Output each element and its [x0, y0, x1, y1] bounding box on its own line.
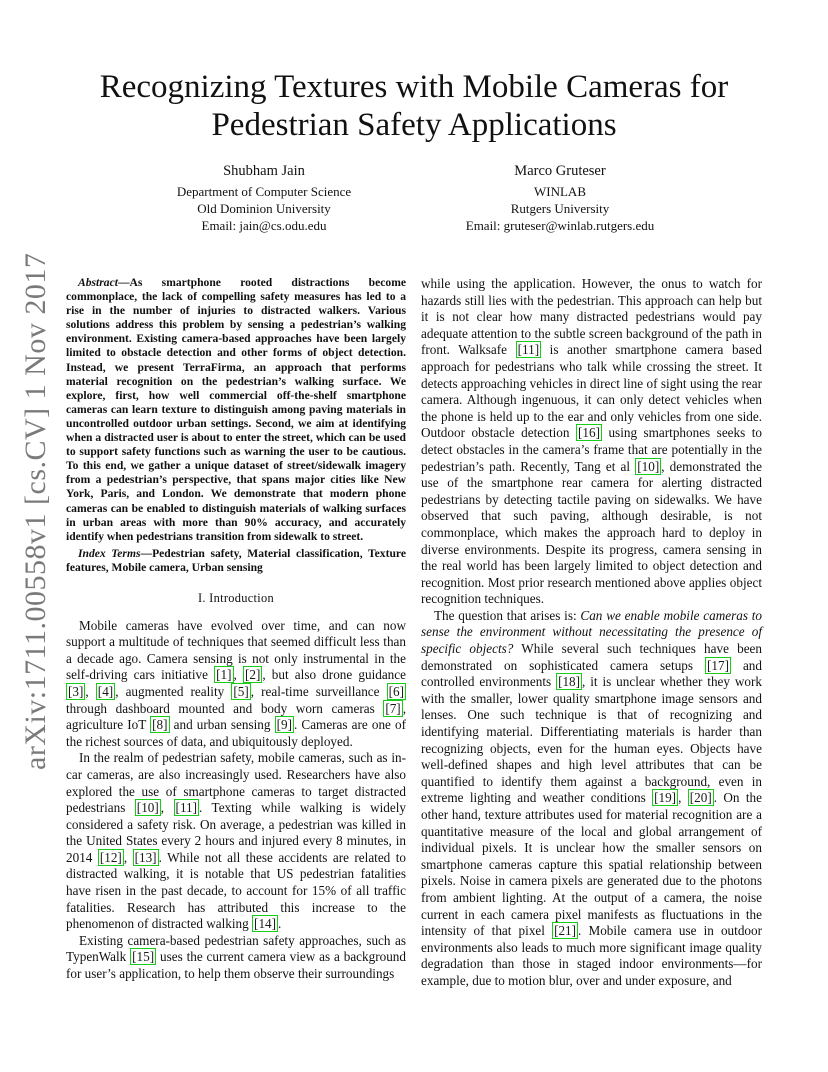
citation-link[interactable]: [3] — [68, 683, 84, 699]
citation-link[interactable]: [5] — [233, 683, 249, 699]
right-column — [421, 276, 762, 990]
paragraph: Mobile cameras have evolved over time, and can now support a multitude of techniques that seemed difficult less than a decade ago. Camera sensing is not only instrumental in the self-driving cars initiative [1] , [2] , but also drone guidance [3] , [4] , augmented reality [5] , real-time surveillance [6] through dashboard mounted and body worn cameras [7] , agriculture IoT [8] and urban sensing [9] . Cameras are one of the richest sources of data, and ubiquitously deployed. — [66, 617, 406, 749]
citation-link[interactable]: [6] — [388, 683, 405, 699]
paragraph: The question that arises is: Can we enable mobile cameras to sense the environment without necessitating the presence of specific objects? While several such techniques have been demonstrated on sophisticated camera setups [17] and controlled environments [18] , it is unclear whether they work with the smaller, lower quality smartphone image sensors and lenses. One such technique is that of recognizing and identifying material. Differentiating materials is harder than recognizing objects, even for the human eyes. Objects have well-defined shapes and high level attributes that can be quantified to identify them against a background, even in extreme lighting and weather conditions [19] , [20] . On the other hand, texture attributes used for material recognition are a quantitative measure of the local and global arrangement of individual pixels. It is unclear how the smaller sensors on smartphone cameras capture this spatial relationship between pixels. Noise in camera pixels are generated due to the photons from ambient lighting. At the output of a camera, the noise current in each camera pixel manifests as fluctuations in the intensity of that pixel [21] . Mobile camera use in outdoor environments also leads to much more significant image quality degradation than those in staged indoor environments—for example, due to motion blur, over and under exposure, and — [421, 607, 763, 988]
index-terms-text: —Pedestrian safety, Material classification, Texture features, Mobile camera, Urban sensing — [66, 546, 406, 574]
citation-link[interactable]: [14] — [254, 916, 277, 932]
title-line-1: Recognizing Textures with Mobile Cameras for — [99, 69, 729, 105]
citation-link[interactable]: [18] — [558, 674, 581, 690]
author-name: Shubham Jain — [223, 163, 305, 179]
title-line-2: Pedestrian Safety Applications — [211, 107, 617, 143]
citation-link[interactable]: [17] — [707, 657, 729, 673]
citation-link[interactable]: [9] — [276, 717, 292, 733]
author-block-1 — [124, 163, 404, 234]
left-column — [66, 276, 406, 983]
citation-link[interactable]: [11] — [175, 800, 198, 816]
citation-link[interactable]: [10] — [637, 458, 660, 474]
citation-link[interactable]: [4] — [97, 683, 114, 699]
author-affiliation: Department of Computer Science — [176, 184, 352, 199]
citation-link[interactable]: [12] — [99, 849, 122, 865]
author-name: Marco Gruteser — [514, 163, 606, 179]
author-institution: Old Dominion University — [197, 201, 331, 216]
abstract-text: —As smartphone rooted distractions become commonplace, the lack of compelling safety measures has led to a rise in the number of injuries to distracted walkers. Various solutions address this problem by sensing a pedestrian’s walking environment. Existing camera-based approaches have been largely limited to obstacle detection and other forms of object detection. Instead, we present TerraFirma, an approach that performs material recognition on the pedestrian’s walking surface. We explore, first, how well commercial off-the-shelf smartphone cameras can learn texture to distinguish among paving materials in uncontrolled outdoor urban settings. Second, we aim at identifying when a distracted user is about to enter the street, which can be used to support safety functions such as warning the user to be cautious. To this end, we gather a unique dataset of street/sidewalk imagery from a pedestrian’s perspective, that spans major cities like New York, Paris, and London. We demonstrate that modern phone cameras can be enabled to distinguish materials of walking surfaces in urban areas with more than 90% accuracy, and accurately identify when pedestrians transition from sidewalk to street. — [66, 276, 406, 543]
citation-link[interactable]: [16] — [577, 425, 600, 441]
citation-link[interactable]: [19] — [654, 790, 677, 806]
abstract-label: Abstract — [78, 276, 118, 289]
citation-link[interactable]: [11] — [517, 342, 540, 358]
author-block-2 — [420, 163, 700, 234]
citation-link[interactable]: [7] — [385, 700, 401, 716]
section-heading: I. Introduction — [197, 590, 275, 605]
index-terms — [66, 547, 406, 575]
paragraph: Existing camera-based pedestrian safety approaches, such as TypenWalk [15] uses the current camera view as a background for user’s application, to help them observe their surroundings — [66, 932, 406, 982]
citation-link[interactable]: [15] — [132, 949, 155, 965]
citation-link[interactable]: [2] — [244, 667, 261, 683]
abstract — [66, 276, 406, 544]
citation-link[interactable]: [21] — [554, 923, 577, 939]
citation-link[interactable]: [20] — [689, 790, 712, 806]
citation-link[interactable]: [8] — [152, 717, 168, 733]
index-terms-label: Index Terms — [78, 546, 141, 560]
author-affiliation: WINLAB — [534, 184, 586, 199]
paragraph: In the realm of pedestrian safety, mobile cameras, such as in-car cameras, are also increasingly used. Researchers have also explored the use of smartphone cameras to target distracted pedestrians [10] , [11] . Texting while walking is widely considered a safety risk. On average, a pedestrian was killed in the United States every 2 hours and injured every 8 minutes, in 2014 [12] , [13] . While not all these accidents are related to distracted walking, it is notable that US pedestrian fatalities have risen in the past decade, to account for 15% of all traffic fatalities. Research has attributed this increase to the phenomenon of distracted walking [14] . — [66, 750, 407, 932]
citation-link[interactable]: [1] — [216, 667, 232, 683]
paper-title — [60, 68, 768, 144]
citation-link[interactable]: [13] — [134, 849, 157, 865]
author-email[interactable]: Email: jain@cs.odu.edu — [201, 218, 327, 233]
author-email[interactable]: Email: gruteser@winlab.rutgers.edu — [465, 218, 655, 233]
research-question: Can we enable mobile cameras to sense the environment without necessitating the presence of specific objects? — [421, 607, 762, 657]
citation-link[interactable]: [10] — [136, 800, 159, 816]
paragraph: while using the application. However, the onus to watch for hazards still lies with the pedestrian. This approach can help but it is not clear how many distracted pedestrians would pay adequate attention to the subtle screen background of the path in front. Walksafe [11] is another smartphone camera based approach for pedestrians who talk while crossing the street. It detects approaching vehicles in direct line of sight using the rear camera. Although ingenuous, it can only detect vehicles when the phone is held up to the ear and only vehicles from one side. Outdoor obstacle detection [16] using smartphones seeks to detect obstacles in the camera’s frame that are potentially in the pedestrian’s path. Recently, Tang et al [10] , demonstrated the use of the smartphone rear camera for alerting distracted pedestrians by detecting tactile paving on sidewalks. We have observed that such paving, although desirable, is not commonplace, which makes the approach hard to deploy in diverse environments. Despite its progress, camera sensing in the real world has been largely limited to object detection and recognition. Most prior research mentioned above applies object recognition techniques. — [421, 276, 762, 607]
author-institution: Rutgers University — [510, 201, 610, 216]
arxiv-stamp: arXiv:1711.00558v1 [cs.CV] 1 Nov 2017 — [19, 252, 52, 770]
